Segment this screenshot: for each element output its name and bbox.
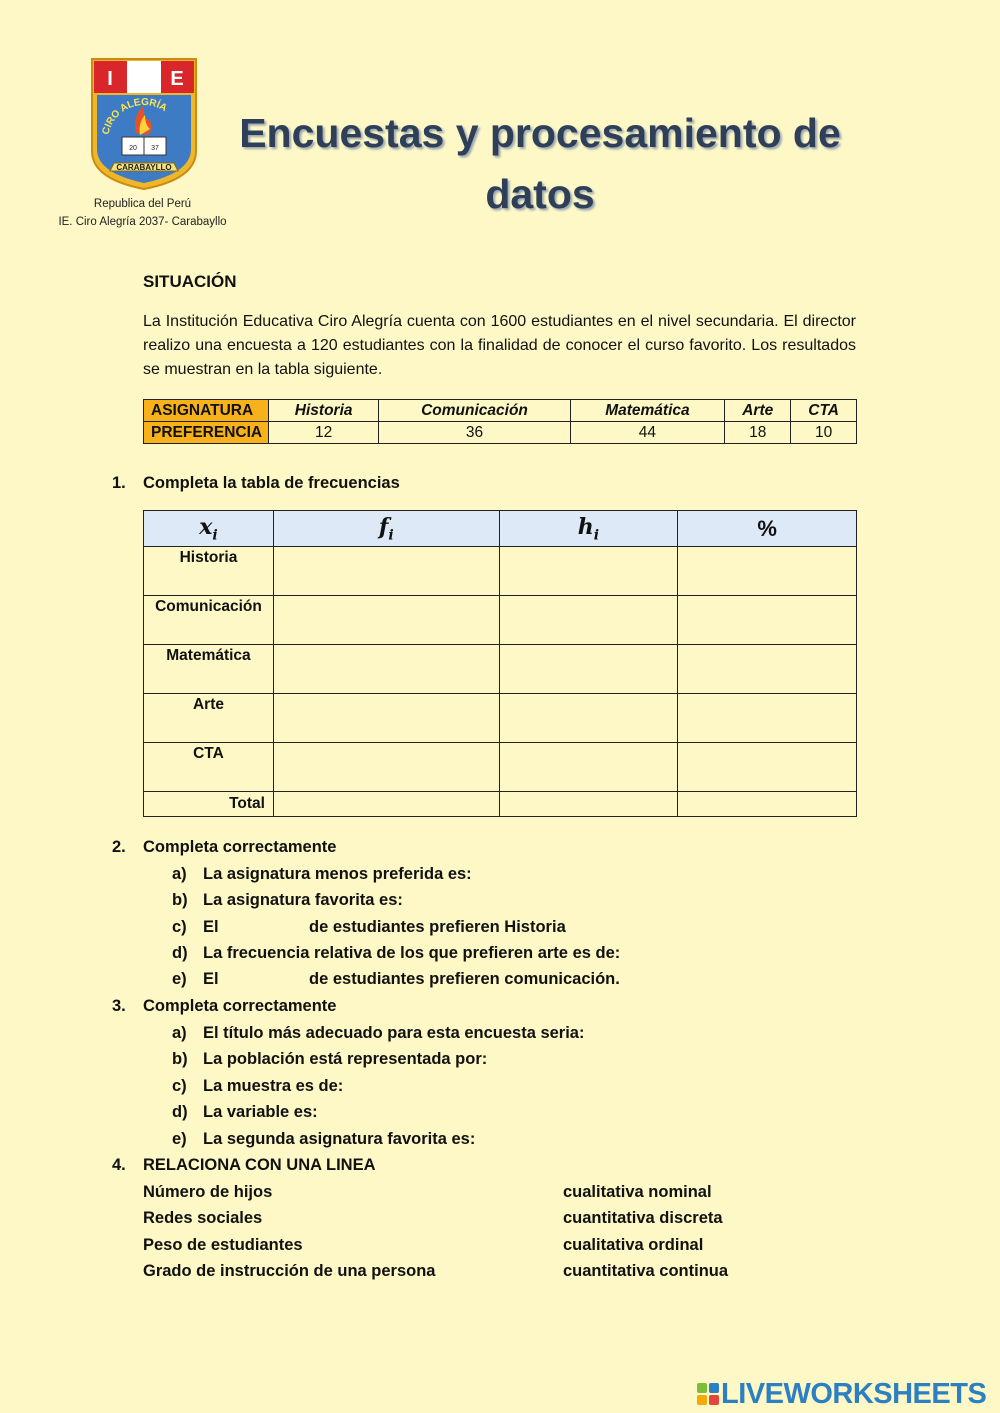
situation-heading: SITUACIÓN — [143, 272, 237, 291]
question-title: Completa correctamente — [143, 997, 337, 1015]
list-item — [172, 1077, 852, 1096]
item-text: El — [203, 918, 219, 936]
row-label: CTA — [144, 743, 274, 792]
match-right-item[interactable]: cuantitativa continua — [563, 1262, 729, 1280]
subject-cell: Comunicación — [379, 400, 570, 422]
preference-cell: 12 — [269, 422, 379, 444]
list-item — [172, 944, 852, 963]
fi-input-cell[interactable] — [273, 694, 499, 743]
title-line-2: datos — [485, 171, 595, 217]
percent-input-cell[interactable] — [678, 596, 857, 645]
item-text-continued: de estudiantes prefieren Historia — [309, 918, 566, 936]
subject-cell: Matemática — [570, 400, 724, 422]
fi-total-cell[interactable] — [273, 792, 499, 817]
item-text-continued: de estudiantes prefieren comunicación. — [309, 970, 620, 988]
svg-text:37: 37 — [151, 145, 159, 152]
hi-total-cell[interactable] — [499, 792, 678, 817]
list-item — [172, 970, 852, 989]
row-label: Matemática — [144, 645, 274, 694]
question-3 — [112, 997, 712, 1016]
item-text: La segunda asignatura favorita es: — [203, 1130, 476, 1148]
item-text: La población está representada por: — [203, 1050, 488, 1068]
liveworksheets-logo-icon — [697, 1383, 719, 1405]
percent-input-cell[interactable] — [678, 743, 857, 792]
preference-cell: 10 — [791, 422, 857, 444]
liveworksheets-brand — [697, 1378, 986, 1411]
question-1 — [112, 474, 712, 493]
hi-input-cell[interactable] — [499, 547, 678, 596]
header-hi: $h_i$ — [499, 511, 678, 547]
hi-input-cell[interactable] — [499, 743, 678, 792]
list-item — [172, 891, 852, 910]
match-right-item[interactable]: cuantitativa discreta — [563, 1209, 723, 1227]
item-letter: c) — [172, 918, 187, 936]
item-text: La frecuencia relativa de los que prefieren arte es de: — [203, 944, 621, 962]
match-left-item[interactable]: Número de hijos — [143, 1183, 273, 1201]
list-item — [172, 1130, 852, 1149]
preference-cell: 36 — [379, 422, 570, 444]
row-label-preference: PREFERENCIA — [144, 422, 269, 444]
question-number: 2. — [112, 838, 126, 856]
item-letter: a) — [172, 1024, 187, 1042]
preference-cell: 44 — [570, 422, 724, 444]
frequency-table — [143, 510, 857, 817]
subject-cell: Historia — [269, 400, 379, 422]
hi-input-cell[interactable] — [499, 694, 678, 743]
question-2 — [112, 838, 712, 857]
percent-input-cell[interactable] — [678, 645, 857, 694]
item-letter: d) — [172, 944, 188, 962]
table-row — [144, 694, 857, 743]
list-item — [172, 865, 852, 884]
fi-input-cell[interactable] — [273, 743, 499, 792]
percent-input-cell[interactable] — [678, 694, 857, 743]
question-title: Completa la tabla de frecuencias — [143, 474, 400, 492]
match-right-item[interactable]: cualitativa nominal — [563, 1183, 712, 1201]
fi-input-cell[interactable] — [273, 645, 499, 694]
total-label: Total — [144, 792, 274, 817]
fi-input-cell[interactable] — [273, 596, 499, 645]
item-text: La muestra es de: — [203, 1077, 344, 1095]
list-item — [172, 1024, 852, 1043]
hi-input-cell[interactable] — [499, 596, 678, 645]
row-label: Arte — [144, 694, 274, 743]
svg-text:E: E — [170, 68, 184, 90]
svg-text:CIRO ALEGRÍA: CIRO ALEGRÍA — [100, 96, 169, 136]
table-row — [144, 645, 857, 694]
row-label-subject: ASIGNATURA — [144, 400, 269, 422]
fi-input-cell[interactable] — [273, 547, 499, 596]
total-row — [144, 792, 857, 817]
item-text: La variable es: — [203, 1103, 318, 1121]
page-title — [230, 103, 850, 225]
list-item — [172, 1050, 852, 1069]
svg-text:20: 20 — [129, 145, 137, 152]
item-letter: e) — [172, 970, 187, 988]
item-letter: a) — [172, 865, 187, 883]
title-line-1: Encuestas y procesamiento de — [239, 110, 841, 156]
question-number: 4. — [112, 1156, 126, 1174]
row-label: Historia — [144, 547, 274, 596]
item-letter: c) — [172, 1077, 187, 1095]
percent-total-cell[interactable] — [678, 792, 857, 817]
preference-cell: 18 — [725, 422, 791, 444]
question-title: Completa correctamente — [143, 838, 337, 856]
item-letter: d) — [172, 1103, 188, 1121]
svg-text:I: I — [107, 68, 113, 90]
subject-cell: CTA — [791, 400, 857, 422]
item-letter: b) — [172, 1050, 188, 1068]
caption-line-2: IE. Ciro Alegría 2037- Carabayllo — [58, 216, 227, 228]
school-crest-logo — [88, 55, 200, 191]
question-number: 3. — [112, 997, 126, 1015]
situation-text: La Institución Educativa Ciro Alegría cuenta con 1600 estudiantes en el nivel secundaria. El director realizo una encuesta a 120 estudiantes con la finalidad de conocer el curso favorito. Los resultados se muestran en la tabla siguiente. — [143, 313, 856, 378]
header-fi: $f_i$ — [273, 511, 499, 547]
item-text: El — [203, 970, 219, 988]
table-row — [144, 743, 857, 792]
brand-text: LIVEWORKSHEETS — [721, 1378, 987, 1410]
survey-table — [143, 399, 857, 444]
list-item — [172, 1103, 852, 1122]
percent-input-cell[interactable] — [678, 547, 857, 596]
subject-cell: Arte — [725, 400, 791, 422]
list-item — [172, 918, 852, 937]
match-left-item[interactable]: Redes sociales — [143, 1209, 263, 1227]
item-text: La asignatura menos preferida es: — [203, 865, 472, 883]
match-left-item[interactable]: Grado de instrucción de una persona — [143, 1262, 436, 1280]
item-text: La asignatura favorita es: — [203, 891, 403, 909]
header-percent: % — [678, 511, 857, 547]
question-number: 1. — [112, 474, 126, 492]
item-text: El título más adecuado para esta encuesta seria: — [203, 1024, 585, 1042]
svg-text:CARABAYLLO: CARABAYLLO — [116, 163, 172, 172]
caption-line-1: Republica del Perú — [93, 198, 192, 210]
match-right-item[interactable]: cualitativa ordinal — [563, 1236, 704, 1254]
item-letter: b) — [172, 891, 188, 909]
row-label: Comunicación — [144, 596, 274, 645]
header-xi: $x_i$ — [144, 511, 274, 547]
hi-input-cell[interactable] — [499, 645, 678, 694]
item-letter: e) — [172, 1130, 187, 1148]
match-left-item[interactable]: Peso de estudiantes — [143, 1236, 303, 1254]
question-4 — [112, 1156, 712, 1175]
question-title: RELACIONA CON UNA LINEA — [143, 1156, 376, 1174]
table-row — [144, 547, 857, 596]
table-row — [144, 596, 857, 645]
